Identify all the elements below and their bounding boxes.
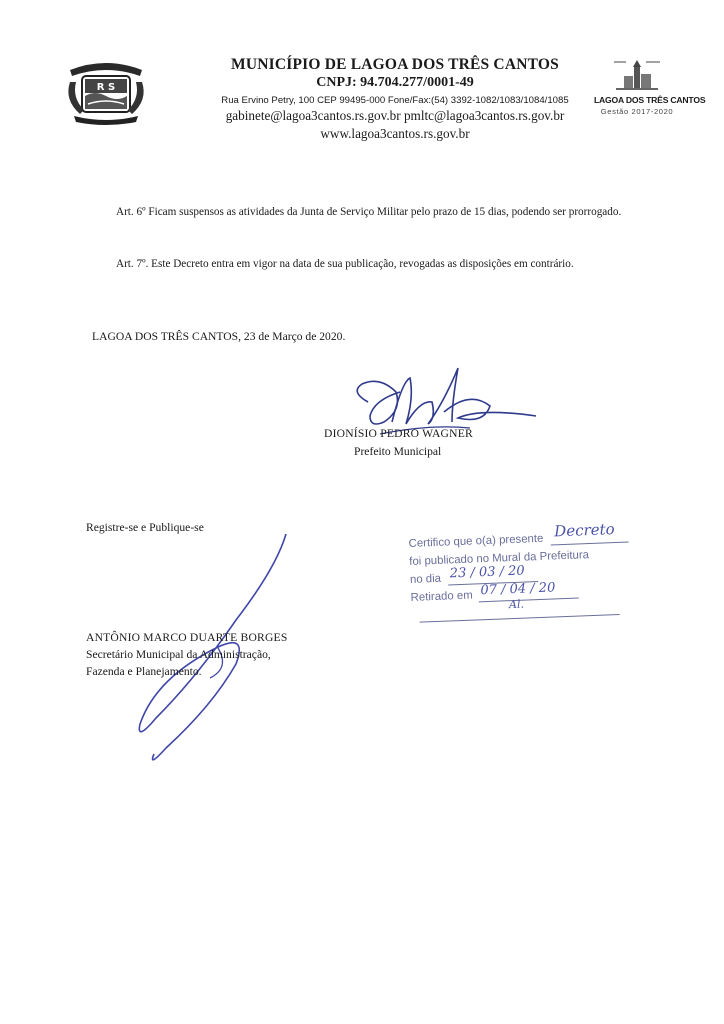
stamp-underline bbox=[479, 597, 579, 602]
stamp-removed-date: 07 / 04 / 20 bbox=[480, 580, 556, 599]
stamp-removed-label: Retirado em bbox=[410, 589, 473, 604]
website-address: www.lagoa3cantos.rs.gov.br bbox=[320, 126, 470, 141]
stamp-initials: Al. bbox=[508, 597, 525, 612]
stamp-signature-line bbox=[420, 614, 620, 623]
church-skyline-icon bbox=[612, 58, 662, 94]
administration-logo bbox=[594, 58, 706, 124]
register-publish-note: Registre-se e Publique-se bbox=[86, 521, 204, 534]
municipality-title: MUNICÍPIO DE LAGOA DOS TRÊS CANTOS bbox=[231, 56, 559, 73]
logo-text: LAGOA DOS TRÊS CANTOS bbox=[594, 95, 706, 105]
municipality-address: Rua Ervino Petry, 100 CEP 99495-000 Fone/Fax:(54) 3392-1082/1083/1084/1085 bbox=[221, 95, 569, 106]
article-6-text: Art. 6º Ficam suspensos as atividades da Junta de Serviço Militar pelo prazo de 15 dias, podendo ser prorrogado. bbox=[116, 206, 622, 218]
article-7-paragraph bbox=[92, 256, 652, 273]
stamp-underline bbox=[551, 542, 629, 546]
stamp-published-label: foi publicado no Mural da Prefeitura bbox=[409, 549, 590, 568]
stamp-date-label: no dia bbox=[409, 572, 442, 586]
secretary-role-line-2: Fazenda e Planejamento. bbox=[86, 665, 202, 678]
secretary-role-line-1: Secretário Municipal da Administração, bbox=[86, 648, 271, 661]
municipal-coat-of-arms-icon bbox=[60, 52, 152, 126]
cnpj-number: CNPJ: 94.704.277/0001-49 bbox=[316, 75, 474, 90]
article-7-text: Art. 7º. Este Decreto entra em vigor na data de sua publicação, revogadas as disposições em contrário. bbox=[116, 258, 574, 270]
svg-text:R S: R S bbox=[96, 82, 116, 93]
stamp-published-date: 23 / 03 / 20 bbox=[449, 563, 525, 582]
place-and-date: LAGOA DOS TRÊS CANTOS, 23 de Março de 2020. bbox=[92, 330, 346, 343]
mayor-role: Prefeito Municipal bbox=[354, 445, 442, 458]
article-6-paragraph bbox=[92, 204, 652, 221]
secretary-name: ANTÔNIO MARCO DUARTE BORGES bbox=[86, 631, 288, 644]
mayor-name: DIONÍSIO PEDRO WAGNER bbox=[324, 427, 473, 440]
email-addresses: gabinete@lagoa3cantos.rs.gov.br pmltc@lagoa3cantos.rs.gov.br bbox=[225, 108, 565, 123]
stamp-certify-label: Certifico que o(a) presente bbox=[408, 532, 544, 550]
logo-subtext: Gestão 2017-2020 bbox=[600, 107, 674, 116]
stamp-document-type: Decreto bbox=[553, 520, 615, 541]
publication-stamp bbox=[408, 519, 642, 628]
